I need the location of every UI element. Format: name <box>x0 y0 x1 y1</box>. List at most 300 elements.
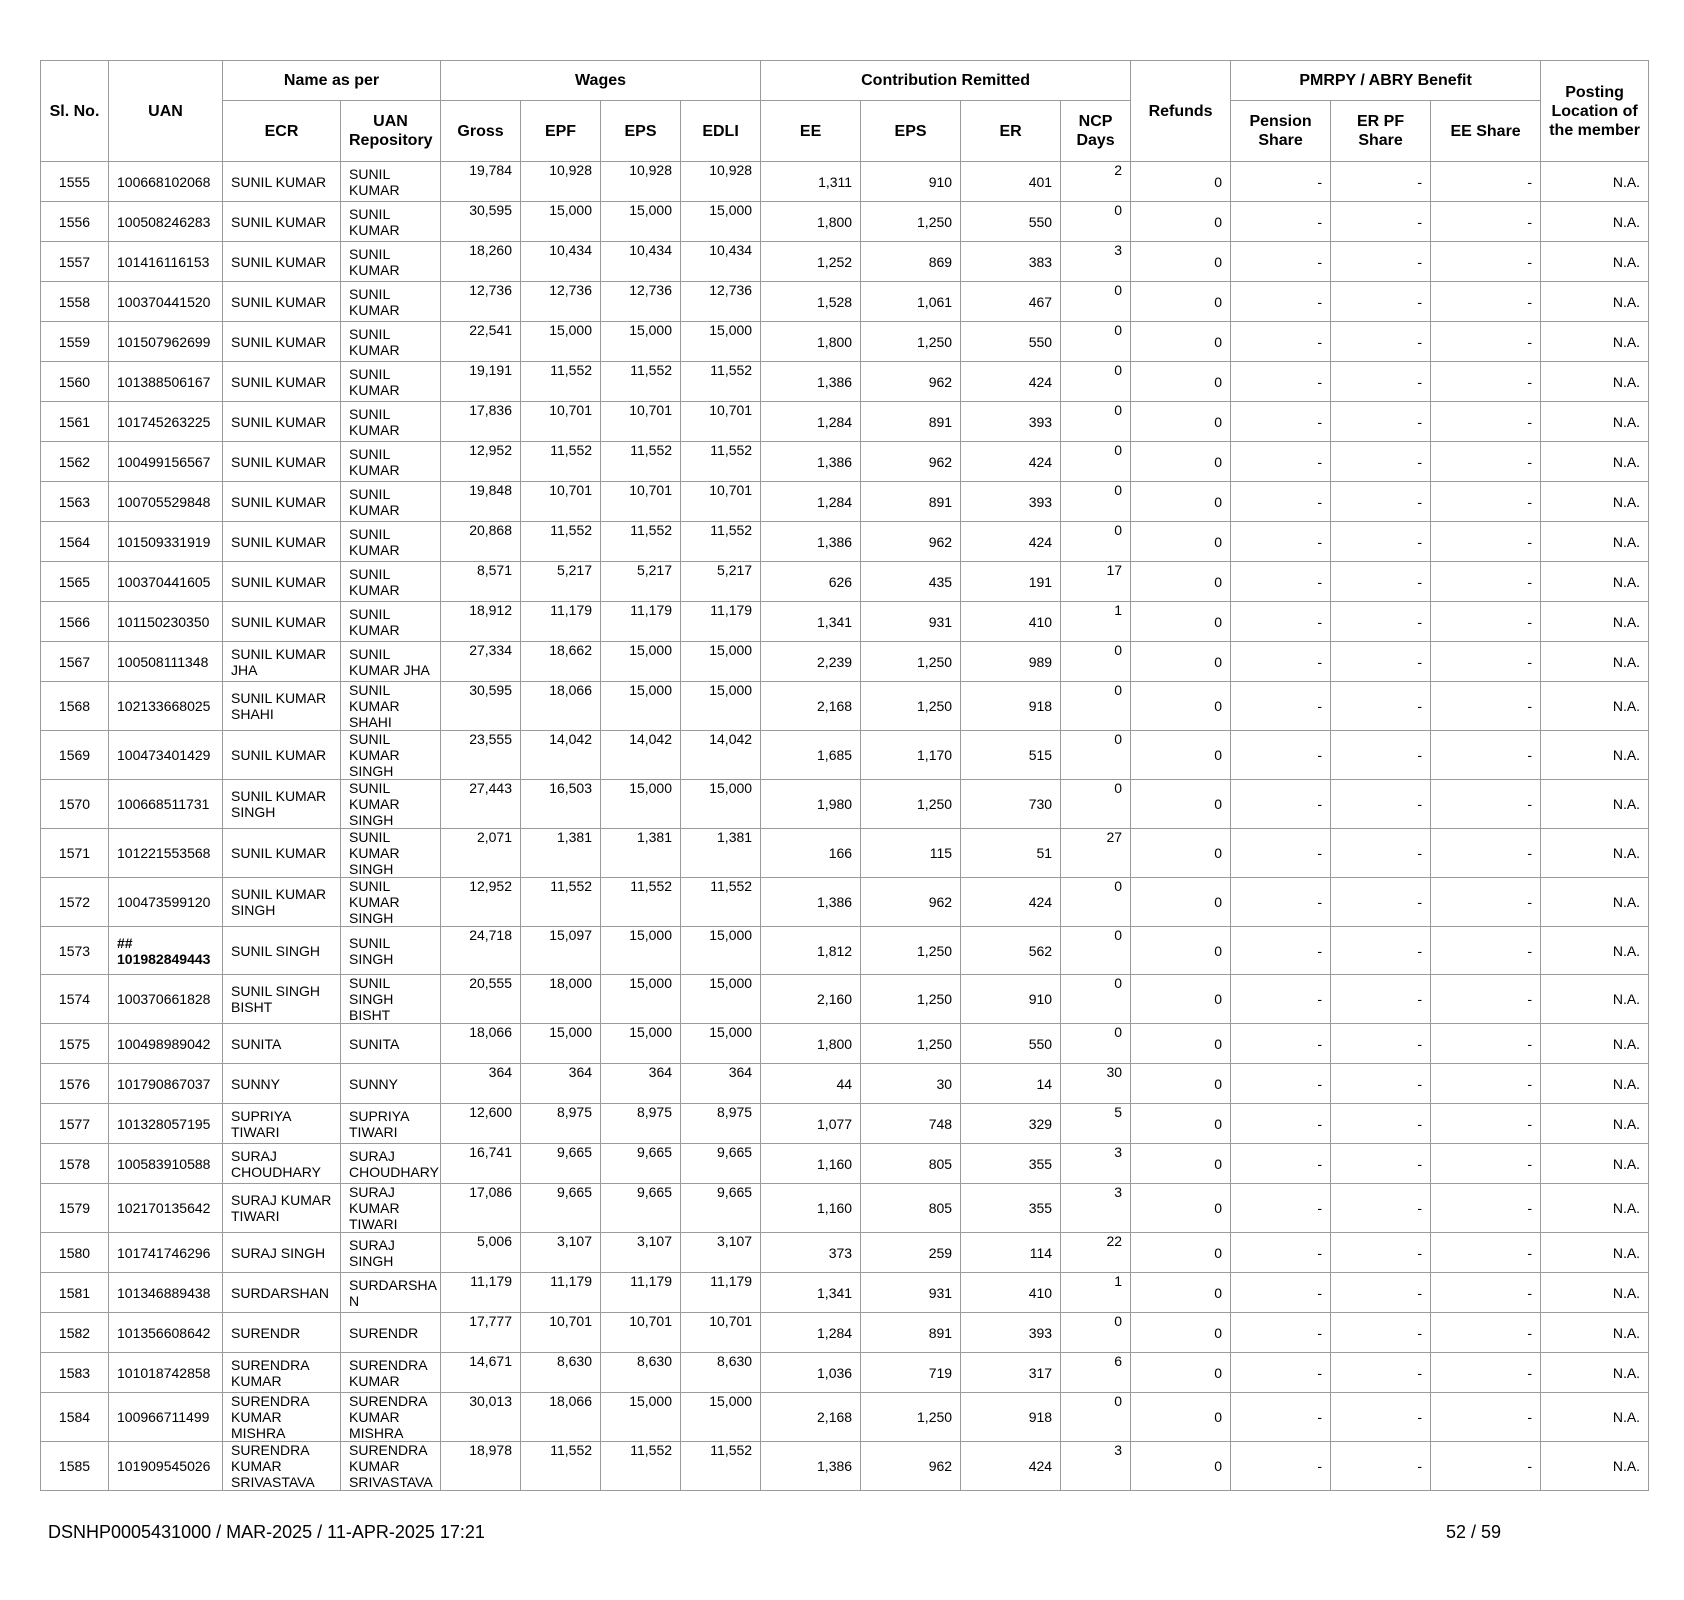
cell-er-pf-share: - <box>1331 602 1431 642</box>
cell-epf: 14,042 <box>521 731 601 780</box>
cell-repository-name: SUNIL KUMAR <box>341 162 441 202</box>
cell-sl-no: 1578 <box>41 1144 109 1184</box>
cell-sl-no: 1573 <box>41 927 109 975</box>
cell-repository-name: SUNIL KUMAR <box>341 482 441 522</box>
table-row <box>41 1024 1649 1064</box>
cell-sl-no: 1569 <box>41 731 109 780</box>
cell-eps-contribution: 1,250 <box>861 780 961 829</box>
cell-gross: 12,952 <box>441 442 521 482</box>
cell-uan: 100499156567 <box>109 442 223 482</box>
cell-eps: 10,701 <box>601 402 681 442</box>
cell-sl-no: 1583 <box>41 1353 109 1393</box>
cell-ecr-name: SURAJ SINGH <box>223 1233 341 1273</box>
table-row <box>41 878 1649 927</box>
cell-gross: 12,736 <box>441 282 521 322</box>
cell-er: 918 <box>961 1393 1061 1442</box>
cell-sl-no: 1556 <box>41 202 109 242</box>
cell-epf: 15,000 <box>521 322 601 362</box>
header-wages: Wages <box>441 61 761 101</box>
cell-edli: 15,000 <box>681 322 761 362</box>
cell-gross: 17,836 <box>441 402 521 442</box>
cell-uan: 100473401429 <box>109 731 223 780</box>
cell-eps: 8,630 <box>601 1353 681 1393</box>
cell-sl-no: 1564 <box>41 522 109 562</box>
cell-ee: 1,341 <box>761 602 861 642</box>
cell-er-pf-share: - <box>1331 442 1431 482</box>
cell-er-pf-share: - <box>1331 1064 1431 1104</box>
cell-ee-share: - <box>1431 1184 1541 1233</box>
cell-posting: N.A. <box>1541 162 1649 202</box>
header-eps-contribution: EPS <box>861 101 961 162</box>
cell-gross: 18,978 <box>441 1442 521 1491</box>
cell-posting: N.A. <box>1541 1184 1649 1233</box>
cell-gross: 27,443 <box>441 780 521 829</box>
cell-posting: N.A. <box>1541 682 1649 731</box>
cell-refunds: 0 <box>1131 162 1231 202</box>
cell-eps: 11,179 <box>601 602 681 642</box>
cell-repository-name: SUNIL KUMAR <box>341 402 441 442</box>
cell-eps: 9,665 <box>601 1144 681 1184</box>
header-name-as-per: Name as per <box>223 61 441 101</box>
cell-ecr-name: SUNIL SINGH <box>223 927 341 975</box>
cell-er: 393 <box>961 482 1061 522</box>
cell-epf: 10,701 <box>521 482 601 522</box>
cell-eps: 10,928 <box>601 162 681 202</box>
cell-edli: 11,179 <box>681 1273 761 1313</box>
table-row <box>41 482 1649 522</box>
cell-epf: 15,000 <box>521 202 601 242</box>
cell-ee-share: - <box>1431 829 1541 878</box>
cell-er: 383 <box>961 242 1061 282</box>
table-row <box>41 1313 1649 1353</box>
cell-ee-share: - <box>1431 731 1541 780</box>
cell-refunds: 0 <box>1131 682 1231 731</box>
table-row <box>41 927 1649 975</box>
table-row <box>41 322 1649 362</box>
cell-epf: 10,701 <box>521 402 601 442</box>
cell-repository-name: SUNIL KUMAR <box>341 562 441 602</box>
cell-refunds: 0 <box>1131 242 1231 282</box>
cell-eps-contribution: 1,250 <box>861 642 961 682</box>
cell-er-pf-share: - <box>1331 1024 1431 1064</box>
cell-eps-contribution: 962 <box>861 878 961 927</box>
cell-pension-share: - <box>1231 780 1331 829</box>
cell-posting: N.A. <box>1541 878 1649 927</box>
cell-er-pf-share: - <box>1331 1313 1431 1353</box>
cell-posting: N.A. <box>1541 1144 1649 1184</box>
cell-posting: N.A. <box>1541 282 1649 322</box>
table-row <box>41 1144 1649 1184</box>
cell-eps: 15,000 <box>601 975 681 1024</box>
cell-repository-name: SURENDRA KUMAR <box>341 1353 441 1393</box>
cell-eps-contribution: 30 <box>861 1064 961 1104</box>
cell-er-pf-share: - <box>1331 162 1431 202</box>
cell-eps: 10,434 <box>601 242 681 282</box>
cell-ee-share: - <box>1431 1442 1541 1491</box>
cell-eps-contribution: 1,250 <box>861 322 961 362</box>
cell-ecr-name: SURENDRA KUMAR MISHRA <box>223 1393 341 1442</box>
cell-ee: 1,528 <box>761 282 861 322</box>
cell-epf: 18,662 <box>521 642 601 682</box>
cell-er: 550 <box>961 322 1061 362</box>
cell-ee: 1,284 <box>761 482 861 522</box>
cell-er: 730 <box>961 780 1061 829</box>
cell-er: 989 <box>961 642 1061 682</box>
cell-eps-contribution: 1,250 <box>861 1393 961 1442</box>
cell-er: 918 <box>961 682 1061 731</box>
cell-ncp-days: 5 <box>1061 1104 1131 1144</box>
cell-ee: 1,800 <box>761 202 861 242</box>
cell-eps: 11,552 <box>601 1442 681 1491</box>
cell-repository-name: SURENDR <box>341 1313 441 1353</box>
table-row <box>41 522 1649 562</box>
cell-uan: 101741746296 <box>109 1233 223 1273</box>
cell-er-pf-share: - <box>1331 362 1431 402</box>
cell-posting: N.A. <box>1541 242 1649 282</box>
table-row <box>41 829 1649 878</box>
cell-ecr-name: SUNIL KUMAR <box>223 362 341 402</box>
cell-edli: 15,000 <box>681 642 761 682</box>
cell-ecr-name: SUNIL KUMAR <box>223 202 341 242</box>
cell-refunds: 0 <box>1131 731 1231 780</box>
cell-uan: 100705529848 <box>109 482 223 522</box>
cell-ee: 1,036 <box>761 1353 861 1393</box>
cell-edli: 15,000 <box>681 1024 761 1064</box>
cell-eps: 10,701 <box>601 482 681 522</box>
cell-ncp-days: 0 <box>1061 1024 1131 1064</box>
cell-ncp-days: 0 <box>1061 975 1131 1024</box>
cell-refunds: 0 <box>1131 927 1231 975</box>
cell-repository-name: SUNIL KUMAR JHA <box>341 642 441 682</box>
cell-ee: 1,284 <box>761 1313 861 1353</box>
header-contribution-remitted: Contribution Remitted <box>761 61 1131 101</box>
cell-ee-share: - <box>1431 202 1541 242</box>
cell-ncp-days: 17 <box>1061 562 1131 602</box>
cell-posting: N.A. <box>1541 1233 1649 1273</box>
cell-ncp-days: 0 <box>1061 927 1131 975</box>
cell-pension-share: - <box>1231 402 1331 442</box>
table-row <box>41 162 1649 202</box>
cell-posting: N.A. <box>1541 927 1649 975</box>
cell-epf: 15,000 <box>521 1024 601 1064</box>
cell-repository-name: SUNIL KUMAR <box>341 322 441 362</box>
cell-repository-name: SURENDRA KUMAR MISHRA <box>341 1393 441 1442</box>
cell-ee: 2,168 <box>761 682 861 731</box>
cell-gross: 20,555 <box>441 975 521 1024</box>
cell-edli: 15,000 <box>681 682 761 731</box>
cell-repository-name: SUNIL KUMAR <box>341 522 441 562</box>
cell-eps-contribution: 931 <box>861 1273 961 1313</box>
table-row <box>41 1393 1649 1442</box>
cell-er: 550 <box>961 202 1061 242</box>
cell-ee-share: - <box>1431 1273 1541 1313</box>
cell-repository-name: SUNIL KUMAR <box>341 362 441 402</box>
cell-ecr-name: SUNIL KUMAR <box>223 442 341 482</box>
cell-uan: 101356608642 <box>109 1313 223 1353</box>
cell-epf: 10,434 <box>521 242 601 282</box>
cell-uan: 101509331919 <box>109 522 223 562</box>
cell-gross: 12,600 <box>441 1104 521 1144</box>
cell-eps-contribution: 962 <box>861 522 961 562</box>
cell-uan: 100508111348 <box>109 642 223 682</box>
cell-repository-name: SURAJ CHOUDHARY <box>341 1144 441 1184</box>
cell-repository-name: SUNIL SINGH <box>341 927 441 975</box>
cell-sl-no: 1563 <box>41 482 109 522</box>
cell-er-pf-share: - <box>1331 1273 1431 1313</box>
cell-ee-share: - <box>1431 780 1541 829</box>
cell-epf: 18,066 <box>521 1393 601 1442</box>
cell-uan: 101221553568 <box>109 829 223 878</box>
cell-edli: 14,042 <box>681 731 761 780</box>
cell-epf: 11,179 <box>521 1273 601 1313</box>
cell-uan: 100668102068 <box>109 162 223 202</box>
cell-ncp-days: 22 <box>1061 1233 1131 1273</box>
cell-gross: 19,784 <box>441 162 521 202</box>
cell-er-pf-share: - <box>1331 402 1431 442</box>
cell-posting: N.A. <box>1541 780 1649 829</box>
cell-eps: 364 <box>601 1064 681 1104</box>
cell-repository-name: SURAJ KUMAR TIWARI <box>341 1184 441 1233</box>
cell-eps: 15,000 <box>601 1393 681 1442</box>
cell-er: 329 <box>961 1104 1061 1144</box>
cell-eps-contribution: 1,061 <box>861 282 961 322</box>
cell-ee-share: - <box>1431 642 1541 682</box>
header-uan: UAN <box>109 61 223 162</box>
header-ecr: ECR <box>223 101 341 162</box>
cell-repository-name: SUNIL KUMAR <box>341 202 441 242</box>
cell-uan: 100473599120 <box>109 878 223 927</box>
cell-er: 910 <box>961 975 1061 1024</box>
cell-ee: 1,386 <box>761 362 861 402</box>
cell-epf: 10,701 <box>521 1313 601 1353</box>
cell-pension-share: - <box>1231 562 1331 602</box>
table-row <box>41 602 1649 642</box>
cell-eps: 15,000 <box>601 322 681 362</box>
cell-eps-contribution: 910 <box>861 162 961 202</box>
cell-eps-contribution: 435 <box>861 562 961 602</box>
cell-ee-share: - <box>1431 1024 1541 1064</box>
cell-ecr-name: SUNIL KUMAR <box>223 562 341 602</box>
cell-pension-share: - <box>1231 242 1331 282</box>
cell-sl-no: 1567 <box>41 642 109 682</box>
cell-ee-share: - <box>1431 562 1541 602</box>
cell-refunds: 0 <box>1131 1233 1231 1273</box>
cell-ee: 1,341 <box>761 1273 861 1313</box>
cell-gross: 8,571 <box>441 562 521 602</box>
cell-sl-no: 1579 <box>41 1184 109 1233</box>
cell-epf: 364 <box>521 1064 601 1104</box>
cell-ee: 1,160 <box>761 1144 861 1184</box>
cell-refunds: 0 <box>1131 482 1231 522</box>
cell-epf: 18,000 <box>521 975 601 1024</box>
cell-ncp-days: 1 <box>1061 602 1131 642</box>
cell-epf: 8,975 <box>521 1104 601 1144</box>
cell-ee: 1,386 <box>761 442 861 482</box>
cell-eps: 5,217 <box>601 562 681 602</box>
cell-repository-name: SUNITA <box>341 1024 441 1064</box>
cell-eps-contribution: 962 <box>861 362 961 402</box>
cell-ee: 1,386 <box>761 522 861 562</box>
cell-ee-share: - <box>1431 1064 1541 1104</box>
cell-posting: N.A. <box>1541 1442 1649 1491</box>
header-edli: EDLI <box>681 101 761 162</box>
cell-uan: 100498989042 <box>109 1024 223 1064</box>
cell-repository-name: SUNIL KUMAR <box>341 242 441 282</box>
cell-er-pf-share: - <box>1331 878 1431 927</box>
cell-ecr-name: SURAJ CHOUDHARY <box>223 1144 341 1184</box>
cell-edli: 10,928 <box>681 162 761 202</box>
cell-ncp-days: 0 <box>1061 282 1131 322</box>
cell-ncp-days: 30 <box>1061 1064 1131 1104</box>
cell-refunds: 0 <box>1131 1353 1231 1393</box>
cell-ee-share: - <box>1431 442 1541 482</box>
cell-er: 562 <box>961 927 1061 975</box>
cell-sl-no: 1574 <box>41 975 109 1024</box>
cell-ee: 2,239 <box>761 642 861 682</box>
cell-repository-name: SUNIL KUMAR <box>341 602 441 642</box>
cell-repository-name: SUNIL KUMAR SHAHI <box>341 682 441 731</box>
cell-pension-share: - <box>1231 878 1331 927</box>
cell-pension-share: - <box>1231 522 1331 562</box>
cell-ncp-days: 0 <box>1061 1313 1131 1353</box>
cell-ee-share: - <box>1431 1233 1541 1273</box>
table-row <box>41 362 1649 402</box>
cell-er: 424 <box>961 878 1061 927</box>
cell-posting: N.A. <box>1541 362 1649 402</box>
cell-ncp-days: 0 <box>1061 522 1131 562</box>
cell-refunds: 0 <box>1131 362 1231 402</box>
cell-ecr-name: SUNIL KUMAR <box>223 482 341 522</box>
cell-er: 393 <box>961 402 1061 442</box>
cell-sl-no: 1581 <box>41 1273 109 1313</box>
cell-gross: 24,718 <box>441 927 521 975</box>
cell-pension-share: - <box>1231 975 1331 1024</box>
cell-gross: 19,848 <box>441 482 521 522</box>
cell-er: 424 <box>961 1442 1061 1491</box>
cell-sl-no: 1571 <box>41 829 109 878</box>
cell-posting: N.A. <box>1541 1273 1649 1313</box>
cell-ecr-name: SUNIL KUMAR SINGH <box>223 780 341 829</box>
cell-ecr-name: SURENDRA KUMAR SRIVASTAVA <box>223 1442 341 1491</box>
header-epf: EPF <box>521 101 601 162</box>
cell-ecr-name: SUPRIYA TIWARI <box>223 1104 341 1144</box>
table-header <box>41 61 1649 162</box>
cell-refunds: 0 <box>1131 442 1231 482</box>
cell-gross: 17,777 <box>441 1313 521 1353</box>
cell-posting: N.A. <box>1541 1393 1649 1442</box>
cell-er-pf-share: - <box>1331 562 1431 602</box>
cell-epf: 11,552 <box>521 522 601 562</box>
header-gross: Gross <box>441 101 521 162</box>
cell-er-pf-share: - <box>1331 1442 1431 1491</box>
cell-refunds: 0 <box>1131 522 1231 562</box>
cell-eps: 14,042 <box>601 731 681 780</box>
cell-edli: 15,000 <box>681 1393 761 1442</box>
cell-epf: 11,552 <box>521 442 601 482</box>
cell-gross: 17,086 <box>441 1184 521 1233</box>
cell-ecr-name: SUNIL KUMAR <box>223 602 341 642</box>
cell-uan: 100668511731 <box>109 780 223 829</box>
cell-eps-contribution: 1,250 <box>861 975 961 1024</box>
cell-ecr-name: SUNITA <box>223 1024 341 1064</box>
cell-eps: 15,000 <box>601 927 681 975</box>
cell-pension-share: - <box>1231 927 1331 975</box>
cell-refunds: 0 <box>1131 1104 1231 1144</box>
cell-er: 114 <box>961 1233 1061 1273</box>
cell-ee-share: - <box>1431 1144 1541 1184</box>
cell-ecr-name: SURDARSHAN <box>223 1273 341 1313</box>
cell-posting: N.A. <box>1541 562 1649 602</box>
cell-posting: N.A. <box>1541 602 1649 642</box>
table-row <box>41 642 1649 682</box>
cell-pension-share: - <box>1231 1184 1331 1233</box>
table-row <box>41 731 1649 780</box>
cell-gross: 12,952 <box>441 878 521 927</box>
cell-er-pf-share: - <box>1331 322 1431 362</box>
cell-er: 550 <box>961 1024 1061 1064</box>
cell-eps: 11,552 <box>601 362 681 402</box>
cell-epf: 1,381 <box>521 829 601 878</box>
cell-edli: 8,975 <box>681 1104 761 1144</box>
header-pension-share: Pension Share <box>1231 101 1331 162</box>
cell-edli: 10,701 <box>681 482 761 522</box>
cell-gross: 30,595 <box>441 202 521 242</box>
cell-gross: 23,555 <box>441 731 521 780</box>
cell-ee-share: - <box>1431 282 1541 322</box>
cell-gross: 2,071 <box>441 829 521 878</box>
cell-er-pf-share: - <box>1331 522 1431 562</box>
cell-edli: 10,434 <box>681 242 761 282</box>
cell-epf: 15,097 <box>521 927 601 975</box>
cell-ee-share: - <box>1431 602 1541 642</box>
cell-pension-share: - <box>1231 482 1331 522</box>
cell-ncp-days: 3 <box>1061 1184 1131 1233</box>
cell-eps-contribution: 962 <box>861 1442 961 1491</box>
cell-pension-share: - <box>1231 282 1331 322</box>
table-row <box>41 1273 1649 1313</box>
cell-eps-contribution: 719 <box>861 1353 961 1393</box>
cell-sl-no: 1561 <box>41 402 109 442</box>
cell-ee: 373 <box>761 1233 861 1273</box>
cell-ee-share: - <box>1431 682 1541 731</box>
cell-pension-share: - <box>1231 731 1331 780</box>
cell-posting: N.A. <box>1541 522 1649 562</box>
cell-ee-share: - <box>1431 482 1541 522</box>
cell-eps-contribution: 1,250 <box>861 202 961 242</box>
cell-sl-no: 1575 <box>41 1024 109 1064</box>
header-uan-repository: UAN Repository <box>341 101 441 162</box>
table-body <box>41 162 1649 1491</box>
cell-repository-name: SURENDRA KUMAR SRIVASTAVA <box>341 1442 441 1491</box>
cell-edli: 12,736 <box>681 282 761 322</box>
cell-ee-share: - <box>1431 878 1541 927</box>
cell-ecr-name: SURAJ KUMAR TIWARI <box>223 1184 341 1233</box>
cell-eps: 12,736 <box>601 282 681 322</box>
cell-ecr-name: SUNIL KUMAR <box>223 829 341 878</box>
cell-er: 410 <box>961 602 1061 642</box>
cell-eps-contribution: 805 <box>861 1184 961 1233</box>
cell-posting: N.A. <box>1541 829 1649 878</box>
cell-ecr-name: SUNIL KUMAR <box>223 522 341 562</box>
cell-edli: 11,552 <box>681 1442 761 1491</box>
table-row <box>41 442 1649 482</box>
cell-epf: 5,217 <box>521 562 601 602</box>
cell-posting: N.A. <box>1541 202 1649 242</box>
cell-er: 401 <box>961 162 1061 202</box>
cell-posting: N.A. <box>1541 1024 1649 1064</box>
cell-er-pf-share: - <box>1331 1353 1431 1393</box>
cell-ee-share: - <box>1431 975 1541 1024</box>
